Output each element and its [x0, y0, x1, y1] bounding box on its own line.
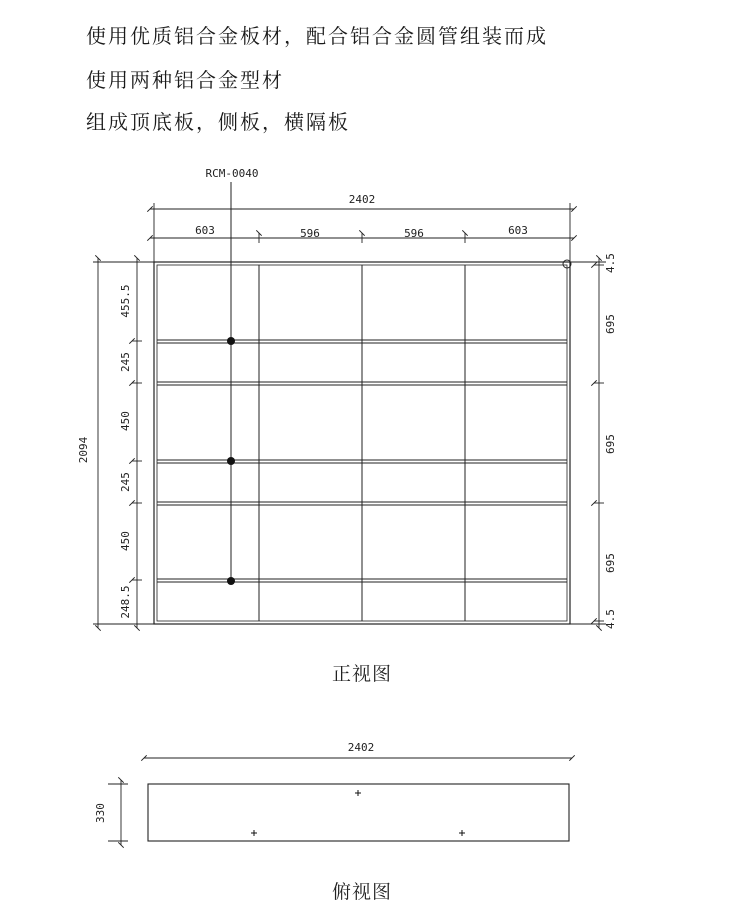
dim-left-4: 245 — [119, 472, 132, 492]
top-view — [108, 758, 572, 845]
dim-right-5: 4.5 — [604, 609, 617, 629]
dim-column-4: 603 — [508, 224, 528, 237]
dim-right-3: 695 — [604, 434, 617, 454]
leader-dot-3 — [227, 577, 235, 585]
dim-left-6: 248.5 — [119, 585, 132, 619]
part-label: RCM-0040 — [205, 167, 259, 180]
front-view-title: 正视图 — [331, 663, 393, 685]
description-line-3: 组成顶底板，侧板，横隔板 — [86, 110, 350, 134]
description-line-2: 使用两种铝合金型材 — [86, 68, 284, 92]
leader-dot-2 — [227, 457, 235, 465]
dim-left-2: 245 — [119, 352, 132, 372]
description-line-1: 使用优质铝合金板材，配合铝合金圆管组装而成 — [86, 24, 548, 48]
dim-column-3: 596 — [404, 227, 424, 240]
dim-left-3: 450 — [119, 411, 132, 431]
top-view-markers — [251, 790, 465, 836]
dim-column-2: 596 — [300, 227, 320, 240]
top-view-title: 俯视图 — [331, 881, 393, 903]
dim-right-2: 695 — [604, 314, 617, 334]
dim-total-height: 2094 — [77, 436, 90, 464]
dim-top-width: 2402 — [347, 741, 375, 754]
dim-top-depth: 330 — [94, 803, 107, 823]
dim-left-5: 450 — [119, 531, 132, 551]
dim-left-1: 455.5 — [119, 284, 132, 318]
front-view — [154, 182, 571, 624]
dim-column-1: 603 — [195, 224, 215, 237]
front-right-dimensions — [570, 258, 606, 628]
dim-right-1: 4.5 — [604, 253, 617, 273]
dim-total-width: 2402 — [348, 193, 376, 206]
leader-dot-1 — [227, 337, 235, 345]
dim-right-4: 695 — [604, 553, 617, 573]
